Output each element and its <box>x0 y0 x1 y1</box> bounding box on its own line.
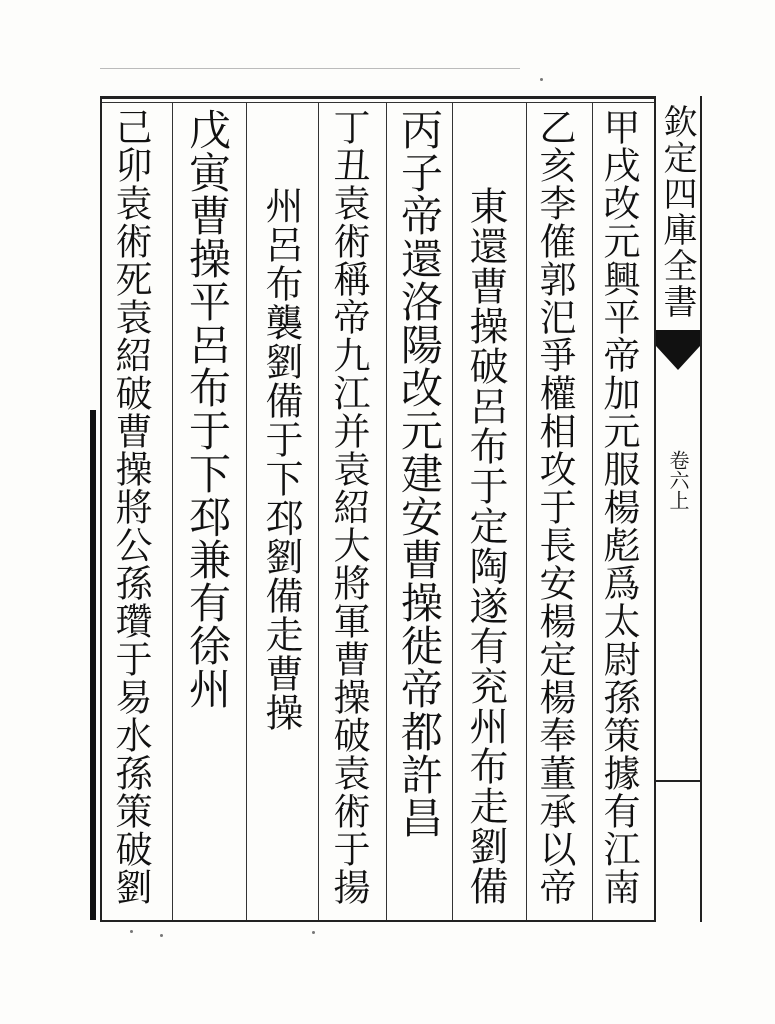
text-column-3: 東還曹操破呂布于定陶遂有兖州布走劉備 <box>463 186 508 906</box>
scan-speckle <box>130 930 133 933</box>
edge-tick-line <box>656 780 702 782</box>
frame-left-border <box>100 96 102 922</box>
column-rule <box>526 102 527 920</box>
column-rule <box>386 102 387 920</box>
book-edge-title: 欽定四庫全書 <box>657 104 697 320</box>
scan-speckle <box>160 934 163 937</box>
column-rule <box>172 102 173 920</box>
frame-top-inner-border <box>100 102 655 103</box>
column-rule <box>452 102 453 920</box>
text-column-7: 戊寅曹操平呂布于下邳兼有徐州 <box>183 108 232 710</box>
frame-bottom-border <box>100 920 655 922</box>
volume-label: 卷六上 <box>666 450 690 510</box>
scan-speckle <box>540 78 543 81</box>
text-column-1: 甲戌改元興平帝加元服楊彪爲太尉孫策據有江南 <box>597 108 640 906</box>
left-margin-bar <box>90 410 96 920</box>
text-column-4: 丙子帝還洛陽改元建安曹操徙帝都許昌 <box>395 108 444 839</box>
column-rule <box>246 102 247 920</box>
text-column-2: 乙亥李傕郭汜爭權相攻于長安楊定楊奉董承以帝 <box>533 108 576 906</box>
scan-artifact-line <box>100 68 520 69</box>
column-rule <box>592 102 593 920</box>
text-column-5: 丁丑袁術稱帝九江并袁紹大將軍曹操破袁術于揚 <box>327 108 370 906</box>
frame-top-border <box>100 96 655 99</box>
fishtail-mark-icon <box>656 330 700 370</box>
scan-speckle <box>312 931 315 934</box>
text-column-6: 州呂布襲劉備于下邳劉備走曹操 <box>259 186 303 732</box>
column-rule <box>318 102 319 920</box>
frame-right-border <box>654 96 656 922</box>
frame-edge-border <box>700 96 702 922</box>
text-column-8: 己卯袁術死袁紹破曹操將公孫瓚于易水孫策破劉 <box>109 108 152 906</box>
